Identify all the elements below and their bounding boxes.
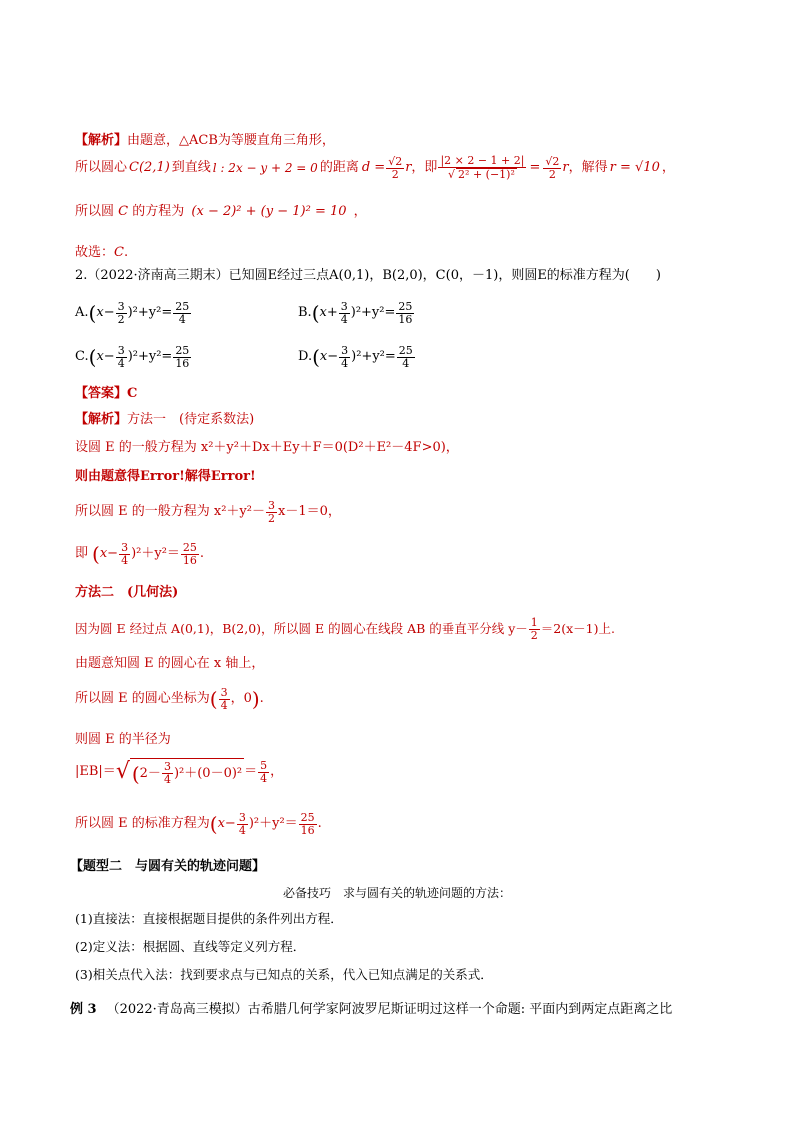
skill-item-1: (1)直接法：直接根据题目提供的条件列出方程． (75, 911, 343, 926)
text: 所以圆 (75, 204, 115, 219)
num: 3 (121, 540, 129, 554)
analysis-text: 由题意，△ACB为等腰直角三角形， (127, 133, 335, 148)
circle-equation-line (75, 203, 754, 221)
num: 25 (182, 540, 197, 554)
text: 的距离 (319, 160, 359, 175)
fraction (173, 345, 191, 370)
fraction (237, 812, 248, 837)
num: 1 (530, 615, 538, 629)
fraction (529, 617, 540, 642)
num: 25 (175, 343, 190, 357)
analysis-tag: 【解析】 (75, 133, 128, 148)
text: )²＋y²＝ (248, 816, 298, 831)
fraction (116, 345, 127, 370)
fraction (339, 301, 350, 326)
method2-line-6 (75, 806, 754, 842)
den: 4 (121, 553, 129, 567)
den: 4 (340, 312, 348, 326)
example-text: （2022·青岛高三模拟）古希腊几何学家阿波罗尼斯证明过这样一个命题: 平面内到两定点距离之比 (106, 1002, 673, 1017)
text: 所以圆 E 的标准方程为 (75, 816, 210, 831)
text: . (199, 546, 205, 561)
text: 2－ (139, 765, 161, 781)
text: . (123, 245, 129, 260)
text: ，即 (411, 160, 438, 175)
method1-line-2: 则由题意得Error!解得Error! (75, 469, 256, 484)
fraction (173, 301, 191, 326)
answer-letter: C (114, 245, 124, 260)
fraction-distance (438, 155, 526, 181)
choose-line (75, 244, 754, 262)
num: 25 (398, 343, 413, 357)
den: 16 (300, 823, 315, 837)
text: ，解得 (568, 160, 608, 175)
tail: )²+y²= (350, 305, 396, 320)
method2-line-1 (75, 614, 754, 644)
method1-line-4 (75, 536, 754, 572)
math-r: r (405, 160, 412, 175)
paren: ) (251, 687, 260, 711)
text: )²＋y²＝ (131, 546, 180, 561)
den: 2 (530, 628, 538, 642)
text: )²＋(0－0)² (173, 765, 243, 781)
paren: ( (209, 687, 218, 711)
den: 4 (220, 698, 228, 712)
math-equation: (x − 2)² + (y − 1)² = 10 (191, 204, 347, 219)
method2-line-2: 由题意知圆 E 的圆心在 x 轴上， (75, 656, 265, 671)
den: 4 (178, 312, 186, 326)
fraction (116, 301, 127, 326)
method2-line-4: 则圆 E 的半径为 (75, 732, 171, 747)
sqrt-sign: √ (115, 759, 130, 784)
math-center: C(2,1) (129, 160, 170, 175)
var-x: x (217, 816, 225, 831)
fraction-sqrt2-over-2 (386, 156, 404, 181)
tail: )²+y²= (351, 349, 396, 364)
sign: − (103, 349, 115, 364)
math-C: C (118, 204, 129, 219)
den: 16 (175, 356, 190, 370)
num: √2 (388, 154, 403, 168)
method2-heading: 方法二 (几何法) (75, 585, 179, 600)
num: 25 (175, 299, 190, 313)
den: 2 (268, 511, 275, 525)
analysis-tag: 【解析】 (75, 412, 128, 427)
den: 4 (402, 356, 410, 370)
num: 25 (300, 810, 315, 824)
method2-line-5 (75, 752, 754, 792)
den: 4 (341, 356, 349, 370)
fraction (396, 301, 414, 326)
fraction-sqrt2-over-2-b (543, 156, 561, 181)
fraction (181, 542, 199, 567)
paren: ( (88, 301, 97, 325)
method2-line-3 (75, 683, 754, 715)
sign: + (326, 305, 338, 320)
sign: − (107, 546, 119, 561)
method-text: 方法一 (待定系数法) (127, 412, 255, 427)
num: 3 (117, 299, 125, 313)
fraction (119, 542, 130, 567)
paren: ( (312, 345, 320, 369)
math-line: l : 2x − y + 2 = 0 (212, 161, 318, 175)
text: ， (270, 764, 284, 779)
text: 故选： (75, 245, 115, 260)
num: 5 (260, 758, 268, 772)
method1-line-1: 设圆 E 的一般方程为 x²＋y²＋Dx＋Ey＋F＝0(D²＋E²－4F>0)， (75, 440, 459, 455)
sqrt-content: 2² + (−1)² (458, 168, 515, 181)
den: 4 (163, 773, 171, 786)
math-r: r (562, 160, 569, 175)
var-x: x (99, 546, 108, 561)
text: x－1＝0， (278, 504, 341, 519)
options-row-1 (75, 296, 754, 330)
text: . (317, 816, 322, 831)
var-x: x (96, 349, 104, 364)
den: 16 (182, 553, 197, 567)
option-label: B. (298, 305, 312, 320)
option-label: C. (75, 349, 89, 364)
num: 3 (163, 760, 171, 773)
num: 3 (341, 343, 349, 357)
tail: )²+y²= (127, 305, 173, 320)
var-x: x (319, 349, 328, 364)
text: |EB|＝ (75, 764, 116, 779)
method1-heading (75, 411, 754, 429)
sqrt-body (130, 758, 244, 786)
sign: − (327, 349, 339, 364)
math-r-value: r = √10 (609, 160, 660, 175)
den: 4 (117, 356, 125, 370)
analysis-line-1 (75, 132, 754, 150)
fraction (162, 761, 173, 786)
den: √ 2² + (−1)² (448, 168, 515, 181)
text: . (259, 691, 264, 706)
text: ，0 (230, 691, 252, 706)
question-2: 2.（2022·济南高三期末）已知圆E经过三点A(0,1)，B(2,0)，C(0，－1)，则圆E的标准方程为( ) (75, 268, 661, 283)
method1-line-3 (75, 497, 754, 527)
sign: − (224, 816, 236, 831)
num: 25 (398, 299, 413, 313)
section-heading-type2: 【题型二 与圆有关的轨迹问题】 (70, 859, 266, 874)
den: 16 (398, 312, 413, 326)
fraction (299, 812, 317, 837)
num: |2 × 2 − 1 + 2| (440, 154, 525, 167)
num: 3 (268, 498, 275, 512)
paren: ( (92, 542, 100, 566)
num: 3 (238, 810, 246, 824)
option-label: D. (298, 349, 313, 364)
option-d[interactable] (298, 340, 416, 374)
text: 所以圆 E 的一般方程为 x²＋y²－ (75, 504, 265, 519)
text: ， (353, 204, 367, 219)
num: 3 (220, 685, 228, 699)
option-label: A. (75, 305, 89, 320)
option-b[interactable] (298, 296, 415, 330)
text: 所以圆心 (75, 160, 128, 175)
fraction (397, 345, 415, 370)
option-c[interactable] (75, 340, 192, 374)
den: 4 (238, 823, 246, 837)
example-label: 例 3 (70, 1002, 97, 1017)
text: 即 (75, 546, 89, 561)
tail: )²+y²= (127, 349, 173, 364)
fraction (266, 500, 277, 525)
skill-title: 必备技巧 求与圆有关的轨迹问题的方法： (282, 886, 511, 900)
paren: ( (209, 812, 218, 836)
distance-line (75, 150, 754, 186)
sign: − (103, 305, 115, 320)
text: ＝2(x－1)上. (540, 621, 615, 636)
num: 3 (117, 343, 125, 357)
fraction (219, 687, 230, 712)
text: ＝ (244, 764, 258, 779)
answer-line: 【答案】C (75, 386, 138, 401)
text: = (529, 160, 541, 175)
var-x: x (96, 305, 104, 320)
skill-item-2: (2)定义法：根据圆、直线等定义列方程． (75, 939, 306, 954)
num: √2 (545, 154, 560, 168)
options-row-2 (75, 340, 754, 374)
text: 到直线 (171, 160, 211, 175)
paren: ( (88, 345, 97, 369)
den: 2 (548, 167, 556, 181)
var-x: x (319, 305, 327, 320)
text: 因为圆 E 经过点 A(0,1)，B(2,0)，所以圆 E 的圆心在线段 AB 的垂直平分线 y－ (75, 621, 528, 636)
text: 的方程为 (132, 204, 185, 219)
example-3 (70, 1001, 754, 1019)
den: 2 (391, 167, 399, 181)
text: ， (661, 160, 675, 175)
paren: ( (311, 301, 320, 325)
option-a[interactable] (75, 296, 192, 330)
fraction (339, 345, 350, 370)
den: 2 (117, 312, 125, 326)
text: 所以圆 E 的圆心坐标为 (75, 691, 210, 706)
math-d: d = (361, 160, 386, 175)
num: 3 (340, 299, 348, 313)
fraction (258, 760, 269, 785)
den: 4 (260, 771, 268, 785)
paren: ( (131, 761, 140, 786)
skill-item-3: (3)相关点代入法：找到要求点与已知点的关系，代入已知点满足的关系式． (75, 967, 493, 982)
